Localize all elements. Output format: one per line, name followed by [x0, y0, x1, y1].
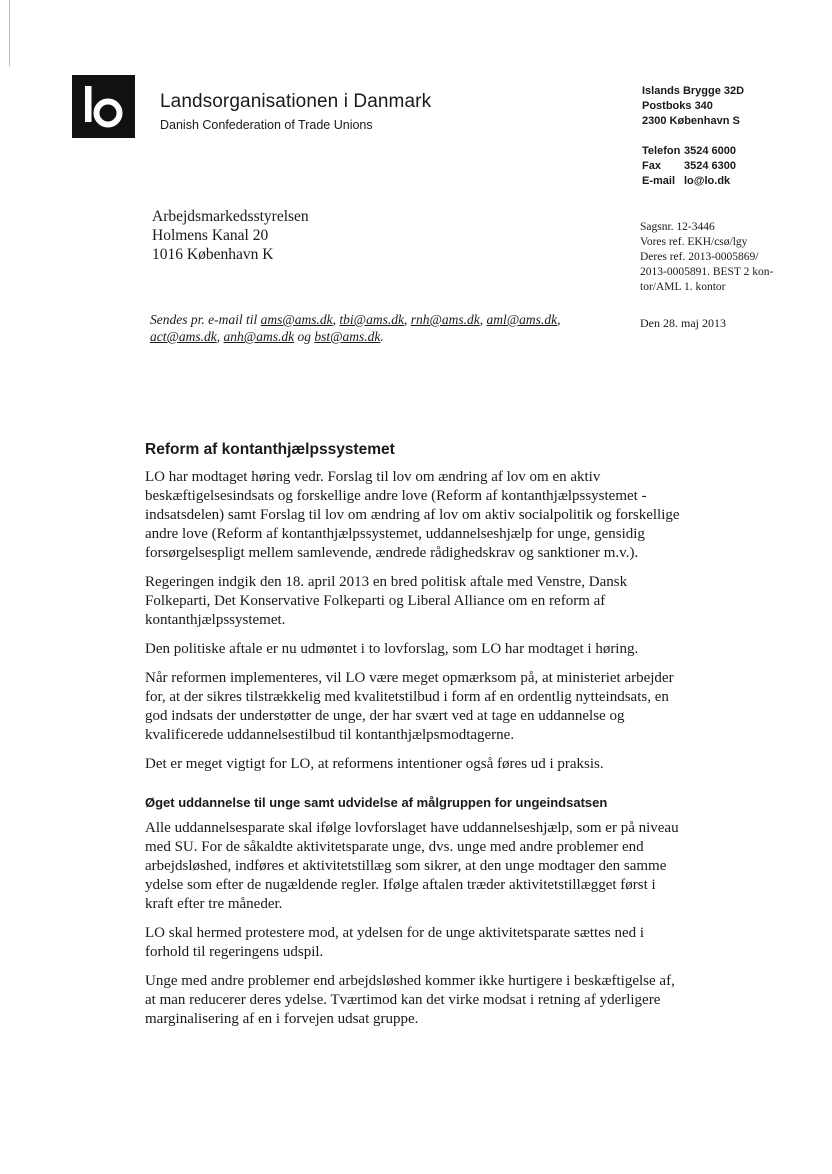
address-line: 2300 København S	[642, 115, 740, 127]
email-link[interactable]: act@ams.dk	[150, 329, 217, 344]
letter-title: Reform af kontanthjælpssystemet	[145, 441, 395, 458]
email-link[interactable]: ams@ams.dk	[260, 312, 333, 327]
address-line: Islands Brygge 32D	[642, 85, 745, 97]
body-paragraph: Den politiske aftale er nu udmøntet i to lovforslag, som LO har modtaget i høring.	[145, 641, 639, 657]
contact-block	[642, 84, 744, 189]
body-paragraph: Det er meget vigtigt for LO, at reformens intentioner også føres ud i praksis.	[145, 756, 604, 772]
phone-row	[642, 144, 744, 159]
org-subtitle: Danish Confederation of Trade Unions	[160, 118, 373, 132]
phone-value: 3524 6000	[684, 145, 736, 157]
fax-row	[642, 159, 744, 174]
address-line: Postboks 340	[642, 100, 713, 112]
reference-line: Sagsnr. 12-3446	[640, 221, 715, 233]
reference-line: Vores ref. EKH/csø/lgy	[640, 236, 748, 248]
organization-block	[160, 90, 431, 134]
contact-spacer	[642, 129, 744, 144]
fax-value: 3524 6300	[684, 160, 736, 172]
email-link[interactable]: tbi@ams.dk	[339, 312, 404, 327]
lo-logo	[72, 75, 135, 138]
scan-edge-line	[9, 0, 10, 66]
email-link[interactable]: aml@ams.dk	[486, 312, 558, 327]
recipient-line: Holmens Kanal 20	[152, 227, 269, 244]
body-paragraph: Regeringen indgik den 18. april 2013 en bred politisk aftale med Venstre, Dansk Folkeparti, Det Konservative Folkeparti og Liberal Alliance om en reform af kontanthjælpssystemet.	[145, 574, 628, 628]
section-paragraph: LO skal hermed protestere mod, at ydelsen for de unge aktivitetsparate sættes ned i forhold til regeringens udspil.	[145, 925, 645, 960]
fax-label: Fax	[642, 160, 661, 172]
send-to-prefix: Sendes pr. e-mail til	[150, 312, 258, 327]
org-name: Landsorganisationen i Danmark	[160, 91, 432, 112]
email-link[interactable]: anh@ams.dk	[223, 329, 295, 344]
send-to-connector: og	[297, 329, 311, 344]
letter-body	[145, 440, 685, 1039]
reference-line: tor/AML 1. kontor	[640, 281, 726, 293]
recipient-line: 1016 København K	[152, 246, 274, 263]
body-paragraph: Når reformen implementeres, vil LO være meget opmærksom på, at ministeriet arbejder for, at der sikres tilstrækkelig med kvalitetstilbud i form af en ordentlig nytteindsats, en god indsats der understøtter de unge, der har svært ved at tage en uddannelse og kvalificerede uddannelsestilbud til kontanthjælpsmodtagerne.	[145, 670, 674, 743]
section-paragraph: Unge med andre problemer end arbejdsløshed kommer ikke hurtigere i beskæftigelse af, at man reducerer deres ydelse. Tværtimod kan det virke modsat i retning af yderligere marginalisering af en i forvejen udsat gruppe.	[145, 973, 675, 1027]
send-to-line: Sendes pr. e-mail til ams@ams.dk, tbi@ams.dk, rnh@ams.dk, aml@ams.dk, act@ams.dk, anh@ams.dk og bst@ams.dk.	[150, 312, 561, 344]
reference-line: 2013-0005891. BEST 2 kon-	[640, 266, 774, 278]
phone-label: Telefon	[642, 145, 681, 157]
body-paragraph: LO har modtaget høring vedr. Forslag til lov om ændring af lov om en aktiv beskæftigelsesindsats og forskellige andre love (Reform af kontanthjælpssystemet - indsatsdelen) samt Forslag til lov om ændring af lov om aktiv socialpolitik og forskellige andre love (Reform af kontanthjælpssystemet, uddannelseshjælp for unge, gensidig forsørgelsespligt mellem samlevende, ændrede rådighedskrav og sanktioner m.v.).	[145, 469, 680, 561]
section-title: Øget uddannelse til unge samt udvidelse af målgruppen for ungeindsatsen	[145, 795, 608, 810]
email-value: lo@lo.dk	[684, 175, 731, 187]
email-row	[642, 174, 744, 189]
email-link[interactable]: bst@ams.dk	[314, 329, 381, 344]
recipient-address	[152, 207, 309, 264]
letter-date: Den 28. maj 2013	[640, 316, 726, 330]
section-paragraph: Alle uddannelsesparate skal ifølge lovforslaget have uddannelseshjælp, som er på niveau med SU. For de såkaldte aktivitetsparate unge, dvs. unge med andre problemer end arbejdsløshed, indføres et aktivitetstillæg som sikrer, at den unge modtager den samme ydelse som efter de nugældende regler. Ifølge aftalen træder aktivitetstillægget først i kraft efter tre måneder.	[145, 820, 679, 912]
recipient-line: Arbejdsmarkedsstyrelsen	[152, 208, 309, 225]
lo-logo-mark	[72, 75, 135, 138]
reference-line: Deres ref. 2013-0005869/	[640, 251, 759, 263]
email-link[interactable]: rnh@ams.dk	[410, 312, 480, 327]
reference-block	[640, 220, 800, 295]
email-label: E-mail	[642, 175, 676, 187]
